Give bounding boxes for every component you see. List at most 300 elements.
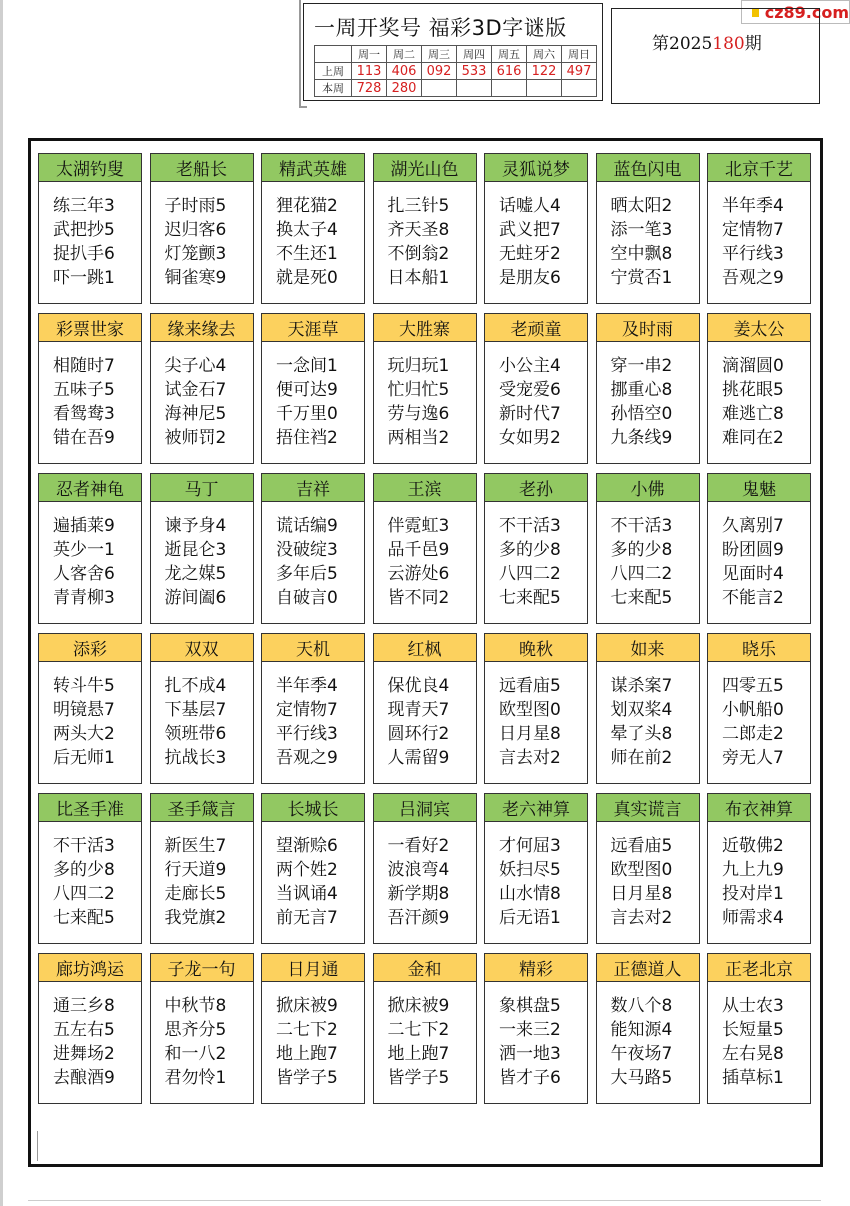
puzzle-lines — [485, 982, 587, 1090]
puzzle-line: 捉扒手6 — [53, 244, 115, 264]
puzzle-line: 师在前2 — [610, 748, 673, 768]
puzzle-line: 旁无人7 — [722, 748, 784, 768]
puzzle-line: 划双桨4 — [610, 700, 673, 720]
puzzle-author: 子龙一句 — [151, 954, 253, 982]
draw-number: 616 — [492, 63, 527, 80]
puzzle-line: 能知源4 — [610, 1020, 673, 1040]
puzzle-line: 吓一跳1 — [53, 268, 115, 288]
puzzle-line: 象棋盘5 — [499, 996, 561, 1016]
puzzle-line: 日月星8 — [499, 724, 561, 744]
puzzle-line: 七来配5 — [610, 588, 673, 608]
draw-number: 280 — [387, 80, 422, 97]
puzzle-card — [38, 953, 142, 1104]
puzzle-card — [373, 473, 477, 624]
puzzle-line: 看鸳鸯3 — [53, 404, 115, 424]
period-prefix: 第2025 — [652, 34, 713, 54]
puzzle-line: 半年季4 — [722, 196, 784, 216]
puzzle-line: 没破绽3 — [276, 540, 338, 560]
puzzle-line: 换太子4 — [276, 220, 338, 240]
puzzle-line: 插草标1 — [722, 1068, 784, 1088]
puzzle-author: 添彩 — [39, 634, 141, 662]
puzzle-card — [484, 313, 588, 464]
puzzle-card — [38, 313, 142, 464]
puzzle-grid — [38, 153, 818, 1104]
puzzle-card — [150, 953, 254, 1104]
puzzle-author: 吕洞宾 — [374, 794, 476, 822]
puzzle-line: 皆学子5 — [276, 1068, 338, 1088]
puzzle-line: 宁赏否1 — [610, 268, 673, 288]
puzzle-card — [484, 633, 588, 784]
puzzle-line: 多的少8 — [610, 540, 673, 560]
puzzle-author: 正老北京 — [708, 954, 810, 982]
puzzle-line: 明镜悬7 — [53, 700, 115, 720]
day-header: 周四 — [457, 46, 492, 63]
puzzle-line: 圆环行2 — [387, 724, 450, 744]
puzzle-line: 平行线3 — [276, 724, 338, 744]
puzzle-author: 布衣神算 — [708, 794, 810, 822]
puzzle-card — [150, 793, 254, 944]
puzzle-line: 皆才子6 — [499, 1068, 561, 1088]
puzzle-line: 受宠爱6 — [499, 380, 561, 400]
puzzle-lines — [485, 502, 587, 610]
puzzle-line: 新学期8 — [387, 884, 450, 904]
puzzle-author: 鬼魅 — [708, 474, 810, 502]
puzzle-lines — [597, 662, 699, 770]
puzzle-author: 正德道人 — [597, 954, 699, 982]
puzzle-lines — [39, 982, 141, 1090]
puzzle-line: 两相当2 — [387, 428, 450, 448]
puzzle-line: 无蛀牙2 — [499, 244, 561, 264]
puzzle-line: 掀床被9 — [276, 996, 338, 1016]
puzzle-line: 中秋节8 — [164, 996, 227, 1016]
puzzle-author: 姜太公 — [708, 314, 810, 342]
puzzle-line: 进舞场2 — [53, 1044, 115, 1064]
puzzle-line: 晒太阳2 — [610, 196, 673, 216]
puzzle-lines — [151, 822, 253, 930]
puzzle-author: 马丁 — [151, 474, 253, 502]
puzzle-line: 不能言2 — [722, 588, 784, 608]
puzzle-line: 吾观之9 — [276, 748, 338, 768]
puzzle-lines — [597, 342, 699, 450]
puzzle-line: 见面时4 — [722, 564, 784, 584]
puzzle-card — [707, 953, 811, 1104]
puzzle-line: 吾观之9 — [722, 268, 784, 288]
puzzle-author: 北京千艺 — [708, 154, 810, 182]
puzzle-author: 红枫 — [374, 634, 476, 662]
puzzle-card — [596, 313, 700, 464]
puzzle-line: 欧型图0 — [499, 700, 561, 720]
puzzle-lines — [151, 662, 253, 770]
puzzle-line: 铜雀寒9 — [164, 268, 227, 288]
puzzle-lines — [39, 342, 141, 450]
puzzle-line: 皆学子5 — [387, 1068, 450, 1088]
draw-number — [562, 80, 597, 97]
puzzle-line: 伴霓虹3 — [387, 516, 450, 536]
puzzle-lines — [39, 662, 141, 770]
puzzle-card — [596, 473, 700, 624]
puzzle-line: 孙悟空0 — [610, 404, 673, 424]
puzzle-line: 八四二2 — [53, 884, 115, 904]
puzzle-line: 一来三2 — [499, 1020, 561, 1040]
puzzle-line: 二七下2 — [387, 1020, 450, 1040]
puzzle-line: 相随时7 — [53, 356, 115, 376]
puzzle-author: 比圣手准 — [39, 794, 141, 822]
puzzle-lines — [708, 662, 810, 770]
puzzle-line: 谏予身4 — [164, 516, 227, 536]
puzzle-line: 武义把7 — [499, 220, 561, 240]
puzzle-line: 扎不成4 — [164, 676, 227, 696]
puzzle-lines — [597, 822, 699, 930]
puzzle-line: 半年季4 — [276, 676, 338, 696]
period-suffix: 期 — [744, 34, 762, 54]
draw-number: 113 — [352, 63, 387, 80]
puzzle-line: 定情物7 — [722, 220, 784, 240]
puzzle-card — [484, 153, 588, 304]
puzzle-line: 逝昆仑3 — [164, 540, 227, 560]
puzzle-line: 妖扫尽5 — [499, 860, 561, 880]
puzzle-line: 不干活3 — [53, 836, 115, 856]
puzzle-author: 大胜寨 — [374, 314, 476, 342]
puzzle-author: 及时雨 — [597, 314, 699, 342]
draw-number: 406 — [387, 63, 422, 80]
puzzle-line: 云游处6 — [387, 564, 450, 584]
puzzle-card — [261, 953, 365, 1104]
puzzle-line: 保优良4 — [387, 676, 450, 696]
puzzle-line: 波浪弯4 — [387, 860, 450, 880]
puzzle-author: 吉祥 — [262, 474, 364, 502]
day-header: 周五 — [492, 46, 527, 63]
puzzle-card — [596, 953, 700, 1104]
puzzle-line: 品千邑9 — [387, 540, 450, 560]
puzzle-author: 老孙 — [485, 474, 587, 502]
puzzle-line: 空中飘8 — [610, 244, 673, 264]
puzzle-author: 天涯草 — [262, 314, 364, 342]
puzzle-line: 一看好2 — [387, 836, 450, 856]
puzzle-author: 天机 — [262, 634, 364, 662]
puzzle-line: 行天道9 — [164, 860, 227, 880]
puzzle-line: 两头大2 — [53, 724, 115, 744]
puzzle-lines — [374, 342, 476, 450]
puzzle-line: 难逃亡8 — [722, 404, 784, 424]
puzzle-card — [38, 793, 142, 944]
day-header: 周六 — [527, 46, 562, 63]
puzzle-lines — [708, 822, 810, 930]
puzzle-line: 就是死0 — [276, 268, 338, 288]
puzzle-line: 海神尼5 — [164, 404, 227, 424]
puzzle-line: 小公主4 — [499, 356, 561, 376]
puzzle-line: 尖子心4 — [164, 356, 227, 376]
draw-number — [492, 80, 527, 97]
puzzle-author: 圣手箴言 — [151, 794, 253, 822]
puzzle-card — [373, 153, 477, 304]
puzzle-line: 欧型图0 — [610, 860, 673, 880]
puzzle-lines — [262, 822, 364, 930]
puzzle-line: 七来配5 — [53, 908, 115, 928]
puzzle-line: 师需求4 — [722, 908, 784, 928]
puzzle-line: 转斗牛5 — [53, 676, 115, 696]
puzzle-author: 金和 — [374, 954, 476, 982]
puzzle-card — [596, 793, 700, 944]
puzzle-line: 挑花眼5 — [722, 380, 784, 400]
puzzle-line: 不生还1 — [276, 244, 338, 264]
issue-period-box — [611, 8, 820, 104]
puzzle-line: 日本船1 — [387, 268, 450, 288]
puzzle-line: 试金石7 — [164, 380, 227, 400]
puzzle-author: 老船长 — [151, 154, 253, 182]
puzzle-line: 投对岸1 — [722, 884, 784, 904]
puzzle-lines — [374, 182, 476, 290]
draw-number: 497 — [562, 63, 597, 80]
puzzle-line: 二郎走2 — [722, 724, 784, 744]
puzzle-line: 七来配5 — [499, 588, 561, 608]
day-header: 周三 — [422, 46, 457, 63]
puzzle-author: 王滨 — [374, 474, 476, 502]
puzzle-author: 精武英雄 — [262, 154, 364, 182]
puzzle-line: 自破言0 — [276, 588, 338, 608]
puzzle-lines — [374, 662, 476, 770]
puzzle-line: 英少一1 — [53, 540, 115, 560]
puzzle-line: 左右晃8 — [722, 1044, 784, 1064]
weekly-draw-header — [303, 3, 603, 101]
puzzle-lines — [262, 182, 364, 290]
puzzle-lines — [708, 342, 810, 450]
puzzle-author: 彩票世家 — [39, 314, 141, 342]
puzzle-line: 我党旗2 — [164, 908, 227, 928]
puzzle-card — [373, 633, 477, 784]
puzzle-line: 言去对2 — [610, 908, 673, 928]
puzzle-line: 是朋友6 — [499, 268, 561, 288]
puzzle-author: 晚秋 — [485, 634, 587, 662]
puzzle-line: 大马路5 — [610, 1068, 673, 1088]
issue-period — [652, 29, 762, 54]
puzzle-line: 思齐分5 — [164, 1020, 227, 1040]
puzzle-lines — [39, 822, 141, 930]
puzzle-lines — [597, 982, 699, 1090]
puzzle-card — [261, 153, 365, 304]
puzzle-lines — [708, 502, 810, 610]
puzzle-author: 老顽童 — [485, 314, 587, 342]
puzzle-line: 不倒翁2 — [387, 244, 450, 264]
puzzle-line: 两个姓2 — [276, 860, 338, 880]
puzzle-line: 盼团圆9 — [722, 540, 784, 560]
puzzle-line: 青青柳3 — [53, 588, 115, 608]
puzzle-lines — [151, 342, 253, 450]
puzzle-line: 五左右5 — [53, 1020, 115, 1040]
puzzle-author: 双双 — [151, 634, 253, 662]
puzzle-lines — [485, 822, 587, 930]
puzzle-author: 真实谎言 — [597, 794, 699, 822]
puzzle-author: 如来 — [597, 634, 699, 662]
puzzle-line: 玩归玩1 — [387, 356, 450, 376]
puzzle-card — [707, 633, 811, 784]
puzzle-line: 后无语1 — [499, 908, 561, 928]
puzzle-line: 便可达9 — [276, 380, 338, 400]
puzzle-line: 千万里0 — [276, 404, 338, 424]
puzzle-card — [707, 153, 811, 304]
puzzle-line: 游间阖6 — [164, 588, 227, 608]
puzzle-lines — [597, 182, 699, 290]
puzzle-line: 远看庙5 — [499, 676, 561, 696]
puzzle-line: 被师罚2 — [164, 428, 227, 448]
puzzle-card — [38, 473, 142, 624]
puzzle-line: 女如男2 — [499, 428, 561, 448]
puzzle-line: 远看庙5 — [610, 836, 673, 856]
puzzle-card — [150, 313, 254, 464]
puzzle-line: 掀床被9 — [387, 996, 450, 1016]
puzzle-lines — [151, 502, 253, 610]
puzzle-line: 九上九9 — [722, 860, 784, 880]
puzzle-author: 日月通 — [262, 954, 364, 982]
puzzle-line: 现青天7 — [387, 700, 450, 720]
puzzle-line: 多的少8 — [499, 540, 561, 560]
row-label: 上周 — [315, 63, 352, 80]
puzzle-line: 不干活3 — [499, 516, 561, 536]
puzzle-card — [38, 633, 142, 784]
puzzle-line: 不干活3 — [610, 516, 673, 536]
puzzle-author: 灵狐说梦 — [485, 154, 587, 182]
puzzle-line: 五味子5 — [53, 380, 115, 400]
puzzle-line: 谎话编9 — [276, 516, 338, 536]
puzzle-line: 才何屈3 — [499, 836, 561, 856]
puzzle-author: 长城长 — [262, 794, 364, 822]
puzzle-line: 领班带6 — [164, 724, 227, 744]
puzzle-line: 定情物7 — [276, 700, 338, 720]
puzzle-line: 难同在2 — [722, 428, 784, 448]
puzzle-line: 近敬佛2 — [722, 836, 784, 856]
puzzle-card — [150, 153, 254, 304]
puzzle-card — [707, 473, 811, 624]
puzzle-line: 山水情8 — [499, 884, 561, 904]
puzzle-line: 忙归忙5 — [387, 380, 450, 400]
puzzle-line: 遍插莱9 — [53, 516, 115, 536]
puzzle-card — [596, 153, 700, 304]
puzzle-author: 小佛 — [597, 474, 699, 502]
divider — [37, 1131, 38, 1161]
puzzle-card — [596, 633, 700, 784]
puzzle-line: 平行线3 — [722, 244, 784, 264]
puzzle-line: 日月星8 — [610, 884, 673, 904]
period-number: 180 — [712, 34, 745, 54]
puzzle-line: 四零五5 — [722, 676, 784, 696]
puzzle-line: 九条线9 — [610, 428, 673, 448]
puzzle-line: 数八个8 — [610, 996, 673, 1016]
puzzle-card — [261, 793, 365, 944]
puzzle-card — [150, 473, 254, 624]
draw-number — [457, 80, 492, 97]
puzzle-lines — [485, 182, 587, 290]
divider — [28, 1200, 821, 1201]
day-header: 周二 — [387, 46, 422, 63]
draw-number: 122 — [527, 63, 562, 80]
puzzle-lines — [39, 502, 141, 610]
puzzle-card — [707, 313, 811, 464]
puzzle-line: 地上跑7 — [276, 1044, 338, 1064]
puzzle-line: 狸花猫2 — [276, 196, 338, 216]
puzzle-author: 精彩 — [485, 954, 587, 982]
puzzle-line: 小帆船0 — [722, 700, 784, 720]
draw-number — [527, 80, 562, 97]
puzzle-line: 挪重心8 — [610, 380, 673, 400]
puzzle-lines — [39, 182, 141, 290]
puzzle-card — [373, 313, 477, 464]
puzzle-line: 君勿怜1 — [164, 1068, 227, 1088]
puzzle-lines — [151, 982, 253, 1090]
puzzle-board — [28, 138, 823, 1167]
puzzle-line: 子时雨5 — [164, 196, 227, 216]
puzzle-lines — [708, 982, 810, 1090]
page-title: 一周开奖号 福彩3D字谜版 — [314, 16, 567, 40]
puzzle-line: 龙之媒5 — [164, 564, 227, 584]
puzzle-line: 皆不同2 — [387, 588, 450, 608]
draw-number: 728 — [352, 80, 387, 97]
puzzle-line: 去酿酒9 — [53, 1068, 115, 1088]
puzzle-lines — [374, 502, 476, 610]
draw-number — [422, 80, 457, 97]
puzzle-line: 多年后5 — [276, 564, 338, 584]
puzzle-line: 通三乡8 — [53, 996, 115, 1016]
puzzle-line: 吾汗颜9 — [387, 908, 450, 928]
puzzle-line: 新医生7 — [164, 836, 227, 856]
puzzle-card — [707, 793, 811, 944]
puzzle-line: 齐天圣8 — [387, 220, 450, 240]
page-edge — [0, 0, 3, 1206]
puzzle-card — [484, 793, 588, 944]
puzzle-line: 八四二2 — [499, 564, 561, 584]
puzzle-lines — [485, 662, 587, 770]
watermark-text: cz89.com — [764, 2, 849, 22]
puzzle-author: 晓乐 — [708, 634, 810, 662]
puzzle-card — [373, 793, 477, 944]
draw-number: 533 — [457, 63, 492, 80]
puzzle-line: 晕了头8 — [610, 724, 673, 744]
puzzle-line: 当讽诵4 — [276, 884, 338, 904]
puzzle-card — [261, 473, 365, 624]
puzzle-lines — [262, 982, 364, 1090]
puzzle-lines — [151, 182, 253, 290]
puzzle-line: 添一笔3 — [610, 220, 673, 240]
weekly-draw-table — [314, 45, 597, 97]
puzzle-line: 从士农3 — [722, 996, 784, 1016]
puzzle-card — [484, 953, 588, 1104]
puzzle-card — [484, 473, 588, 624]
puzzle-lines — [708, 182, 810, 290]
puzzle-author: 缘来缘去 — [151, 314, 253, 342]
puzzle-author: 忍者神龟 — [39, 474, 141, 502]
puzzle-lines — [262, 342, 364, 450]
row-label: 本周 — [315, 80, 352, 97]
puzzle-line: 穿一串2 — [610, 356, 673, 376]
puzzle-line: 午夜场7 — [610, 1044, 673, 1064]
puzzle-lines — [262, 502, 364, 610]
puzzle-line: 后无师1 — [53, 748, 115, 768]
puzzle-author: 老六神算 — [485, 794, 587, 822]
puzzle-author: 蓝色闪电 — [597, 154, 699, 182]
puzzle-line: 八四二2 — [610, 564, 673, 584]
puzzle-line: 长短量5 — [722, 1020, 784, 1040]
puzzle-line: 灯笼颤3 — [164, 244, 227, 264]
puzzle-line: 望渐赊6 — [276, 836, 338, 856]
puzzle-line: 错在吾9 — [53, 428, 115, 448]
puzzle-line: 多的少8 — [53, 860, 115, 880]
puzzle-line: 久离别7 — [722, 516, 784, 536]
puzzle-line: 滴溜圆0 — [722, 356, 784, 376]
puzzle-author: 太湖钓叟 — [39, 154, 141, 182]
draw-number: 092 — [422, 63, 457, 80]
puzzle-line: 走廊长5 — [164, 884, 227, 904]
puzzle-line: 话嘘人4 — [499, 196, 561, 216]
last-week-row — [315, 63, 597, 80]
puzzle-line: 一念间1 — [276, 356, 338, 376]
